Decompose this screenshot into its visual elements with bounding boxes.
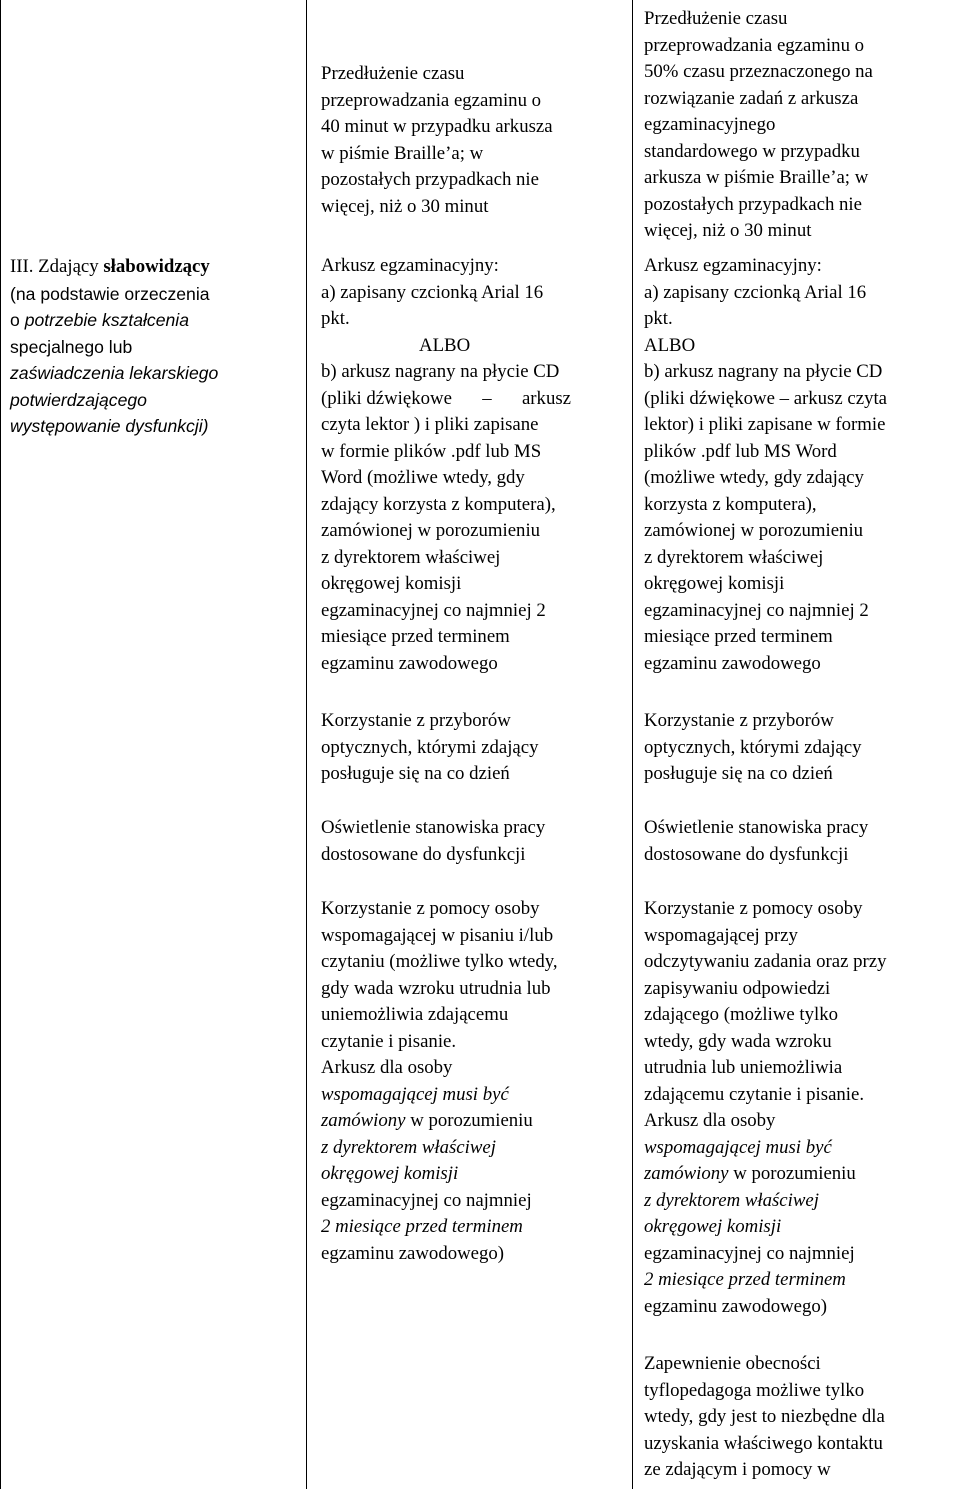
text-line: zdający korzysta z komputera), (321, 493, 556, 515)
text-line: 2 miesiące przed terminem (321, 1216, 523, 1237)
text-line: w piśmie Braille’a; w (321, 142, 484, 164)
text-line: Zapewnienie obecności (644, 1353, 821, 1374)
text-line: Arkusz dla osoby (321, 1057, 453, 1078)
text-line: zdającego (możliwe tylko (644, 1004, 838, 1025)
text-line: Korzystanie z przyborów (644, 710, 834, 731)
text-line: optycznych, którymi zdający (321, 736, 539, 758)
text-line: z dyrektorem właściwej (644, 546, 824, 568)
text-line: dostosowane do dysfunkcji (321, 843, 526, 865)
text-line: wspomagającej w pisaniu i/lub (321, 924, 554, 946)
text-line: Arkusz egzaminacyjny: (644, 255, 822, 276)
text-line: okręgowej komisji (644, 1216, 782, 1237)
text-line: b) arkusz nagrany na płycie CD (644, 361, 883, 382)
text-line: z dyrektorem właściwej (321, 1136, 496, 1158)
category-heading: III. Zdający słabowidzący (10, 256, 210, 277)
text-line: utrudnia lub uniemożliwia (644, 1057, 843, 1078)
text-line: arkusza w piśmie Braille’a; w (644, 167, 869, 188)
assistant-help (644, 896, 954, 1320)
text-line: miesiące przed terminem (321, 626, 510, 647)
text-line: wspomagającej przy (644, 924, 798, 946)
text-line: (pliki dźwiękowe – arkusz czyta (644, 387, 888, 409)
text-line: a) zapisany czcionką Arial 16 (321, 281, 544, 303)
time-extension-40 (321, 61, 626, 220)
text-line: standardowego w przypadku (644, 140, 860, 162)
text-line: wtedy, gdy jest to niezbędne dla (644, 1406, 885, 1427)
text-line: 2 miesiące przed terminem (644, 1269, 846, 1290)
category-line: specjalnego lub (10, 336, 133, 357)
text-line: czyta lektor ) i pliki zapisane (321, 414, 539, 435)
table-border-left (0, 0, 1, 1489)
text-line: Arkusz dla osoby (644, 1110, 776, 1131)
text-line: uniemożliwia zdającemu (321, 1004, 509, 1025)
text-line: b) arkusz nagrany na płycie CD (321, 361, 560, 382)
text-line: zamówiony w porozumieniu (321, 1110, 533, 1131)
text-line: odczytywaniu zadania oraz przy (644, 951, 887, 972)
column-3-cell (644, 0, 954, 1489)
text-line: zdającemu czytanie i pisanie. (644, 1083, 865, 1105)
text-line: ALBO (419, 334, 471, 356)
text-line: Korzystanie z pomocy osoby (321, 898, 540, 919)
text-line: egzaminacyjnego (644, 114, 776, 135)
text-line: ze zdającym i pomocy w (644, 1459, 831, 1480)
text-line: zamówiony w porozumieniu (644, 1163, 856, 1184)
category-line: o potrzebie kształcenia (10, 310, 189, 330)
text-line: zamówionej w porozumieniu (321, 520, 541, 541)
text-line: Word (możliwe wtedy, gdy (321, 467, 525, 488)
text-line: pozostałych przypadkach nie (644, 193, 862, 215)
text-line: pozostałych przypadkach nie (321, 169, 539, 190)
text-line: Korzystanie z przyborów (321, 710, 511, 731)
optical-aids (321, 708, 626, 788)
text-line: okręgowej komisji (644, 573, 785, 594)
text-line: lektor) i pliki zapisane w formie (644, 414, 886, 435)
text-line: egzaminacyjnej co najmniej 2 (321, 599, 546, 621)
text-line: tyflopedagoga możliwe tylko (644, 1379, 865, 1401)
time-extension-50 (644, 6, 954, 245)
text-line: Przedłużenie czasu (321, 63, 465, 84)
text-line: Przedłużenie czasu (644, 8, 788, 29)
text-line: egzaminu zawodowego (321, 652, 498, 674)
text-line: pkt. (644, 308, 673, 329)
text-line: gdy wada wzroku utrudnia lub (321, 977, 551, 999)
text-line: (pliki dźwiękowe – arkusz (321, 387, 571, 409)
text-line: więcej, niż o 30 minut (321, 195, 489, 217)
category-line: występowanie dysfunkcji) (10, 416, 209, 436)
text-line: w formie plików .pdf lub MS (321, 440, 542, 462)
text-line: Oświetlenie stanowiska pracy (321, 817, 546, 838)
text-line: plików .pdf lub MS Word (644, 440, 837, 462)
text-line: miesiące przed terminem (644, 626, 833, 647)
text-line: Korzystanie z pomocy osoby (644, 898, 863, 919)
category-line: potwierdzającego (10, 389, 147, 410)
text-line: optycznych, którymi zdający (644, 736, 862, 758)
text-line: egzaminu zawodowego) (321, 1242, 505, 1264)
text-line: a) zapisany czcionką Arial 16 (644, 281, 867, 303)
text-line: 50% czasu przeznaczonego na (644, 61, 873, 82)
text-line: Arkusz egzaminacyjny: (321, 255, 499, 276)
workstation-lighting (321, 815, 626, 868)
column-2-cell (321, 0, 626, 1489)
text-line: egzaminu zawodowego) (644, 1295, 828, 1317)
text-line: wtedy, gdy wada wzroku (644, 1030, 832, 1052)
text-line: zapisywaniu odpowiedzi (644, 977, 831, 999)
column-divider-1 (306, 0, 307, 1489)
text-line: czytanie i pisanie. (321, 1030, 457, 1052)
text-line: posługuje się na co dzień (321, 763, 510, 784)
text-line: egzaminacyjnej co najmniej (644, 1242, 855, 1264)
category-line: zaświadczenia lekarskiego (10, 363, 219, 383)
text-line: wspomagającej musi być (644, 1136, 832, 1158)
text-line: ALBO (644, 334, 696, 356)
text-line: okręgowej komisji (321, 573, 462, 594)
text-line: przeprowadzania egzaminu o (644, 34, 865, 56)
text-line: (możliwe wtedy, gdy zdający (644, 467, 864, 488)
text-line: egzaminu zawodowego (644, 652, 821, 674)
text-line: zamówionej w porozumieniu (644, 520, 864, 541)
text-line: okręgowej komisji (321, 1163, 459, 1184)
column-divider-2 (632, 0, 633, 1489)
exam-sheet-options (321, 253, 626, 677)
text-line: z dyrektorem właściwej (321, 546, 501, 568)
text-line: czytaniu (możliwe tylko wtedy, (321, 951, 558, 972)
text-line: dostosowane do dysfunkcji (644, 843, 849, 865)
optical-aids (644, 708, 954, 788)
text-line: egzaminacyjnej co najmniej 2 (644, 599, 869, 621)
typhlopedagogue-presence (644, 1351, 954, 1484)
text-line: z dyrektorem właściwej (644, 1189, 819, 1211)
text-line: 40 minut w przypadku arkusza (321, 116, 553, 137)
text-line: korzysta z komputera), (644, 493, 817, 515)
text-line: rozwiązanie zadań z arkusza (644, 87, 859, 109)
workstation-lighting (644, 815, 954, 868)
text-line: pkt. (321, 308, 350, 329)
text-line: wspomagającej musi być (321, 1083, 509, 1105)
exam-sheet-options (644, 253, 954, 677)
text-line: więcej, niż o 30 minut (644, 220, 812, 241)
text-line: uzyskania właściwego kontaktu (644, 1432, 883, 1454)
assistant-help (321, 896, 626, 1267)
text-line: przeprowadzania egzaminu o (321, 89, 542, 111)
category-cell (10, 254, 298, 440)
text-line: posługuje się na co dzień (644, 763, 833, 784)
category-line: (na podstawie orzeczenia (10, 283, 210, 304)
text-line: egzaminacyjnej co najmniej (321, 1189, 532, 1211)
text-line: Oświetlenie stanowiska pracy (644, 817, 869, 838)
